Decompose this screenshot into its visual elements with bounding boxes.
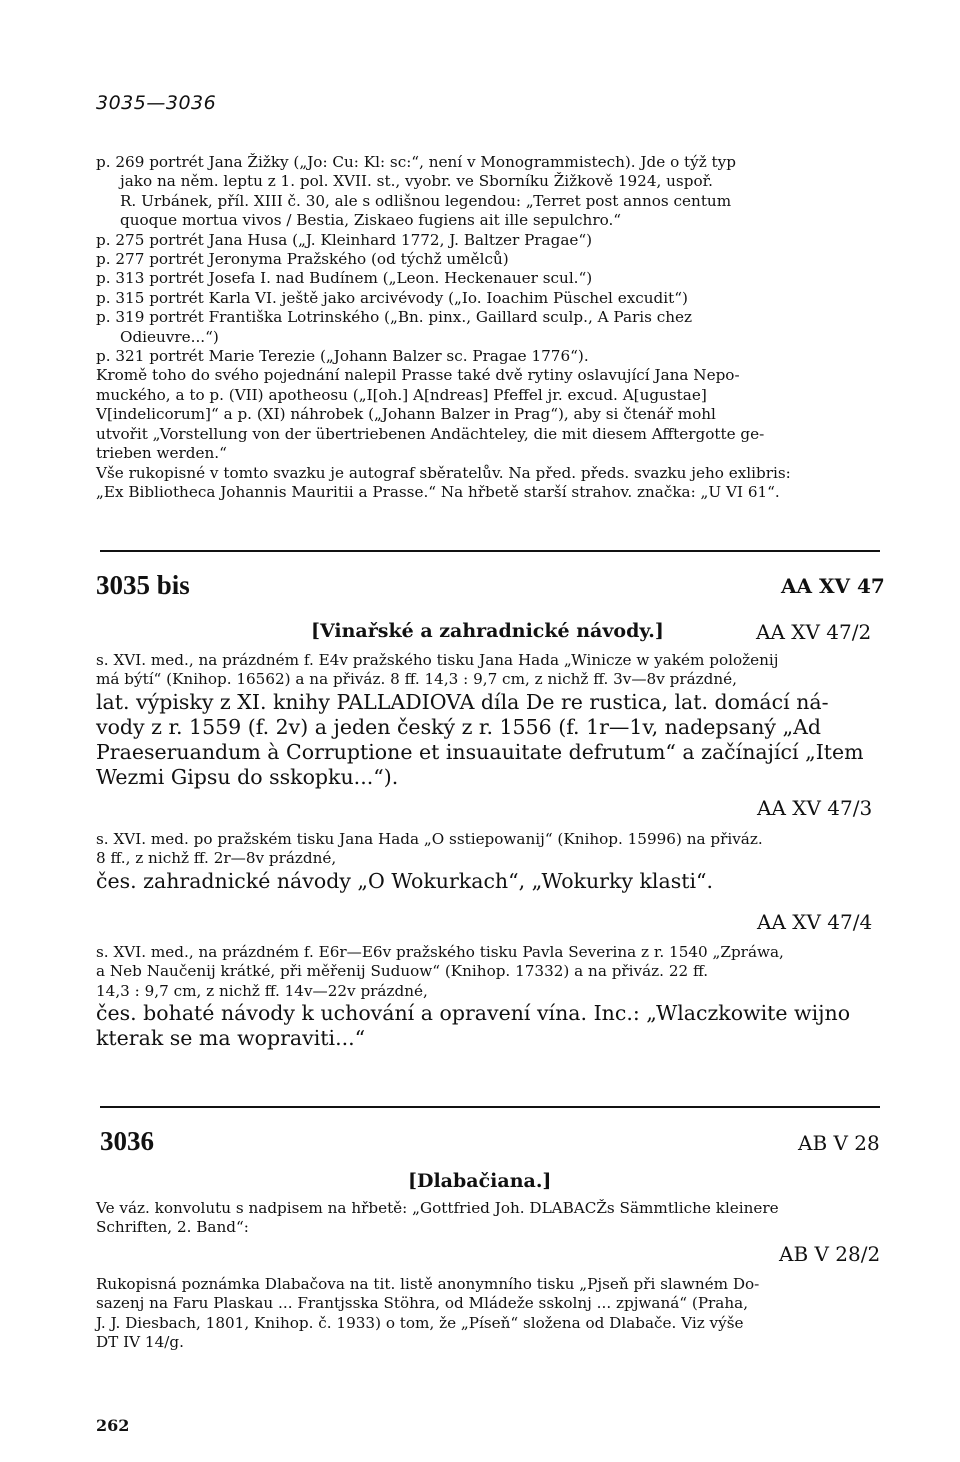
text-line: čes. bohaté návody k uchování a opravení vína. Inc.: „Wlaczkowite wijno bbox=[96, 1001, 851, 1026]
entry-signature: AB V 28 bbox=[798, 1131, 880, 1155]
entry-signature: AA XV 47 bbox=[781, 574, 885, 598]
text-line: Ve váz. konvolutu s nadpisem na hřbetě: „Gottfried Joh. DLABACŽs Sämmtliche kleinere bbox=[96, 1199, 779, 1217]
text-line: p. 275 portrét Jana Husa („J. Kleinhard 1772, J. Baltzer Pragae“) bbox=[96, 230, 593, 249]
text-line: utvořit „Vorstellung von der übertriebenen Andächteley, die mit diesem Afftergotte ge- bbox=[96, 424, 765, 443]
text-line: 14,3 : 9,7 cm, z nichž ff. 14v—22v prázdné, bbox=[96, 981, 428, 1000]
running-head: 3035—3036 bbox=[96, 92, 217, 114]
text-line: čes. zahradnické návody „O Wokurkach“, „Wokurky klasti“. bbox=[96, 868, 714, 893]
item-47-3 bbox=[96, 830, 886, 894]
text-line: „Ex Bibliotheca Johannis Mauritii a Prasse.“ Na hřbetě starší strahov. značka: „U VI 61“. bbox=[96, 482, 780, 501]
text-line: Vše rukopisné v tomto svazku je autograf sběratelův. Na před. předs. svazku jeho exlibris: bbox=[96, 463, 791, 482]
text-line: p. 313 portrét Josefa I. nad Budínem („Leon. Heckenauer scul.“) bbox=[96, 269, 593, 288]
text-line: Wezmi Gipsu do sskopku...“). bbox=[96, 764, 399, 789]
item-47-2 bbox=[96, 651, 886, 790]
item-signature: AA XV 47/4 bbox=[757, 910, 873, 934]
text-line: J. J. Diesbach, 1801, Knihop. č. 1933) o tom, že „Píseň“ složena od Dlabače. Viz výše bbox=[96, 1313, 744, 1332]
text-line: R. Urbánek, příl. XIII č. 30, ale s odlišnou legendou: „Terret post annos centum bbox=[120, 191, 732, 210]
text-line: s. XVI. med. po pražském tisku Jana Hada „O sstiepowanij“ (Knihop. 15996) na přiváz. bbox=[96, 830, 763, 848]
text-line: jako na něm. leptu z 1. pol. XVII. st., vyobr. ve Sborníku Žižkově 1924, uspoř. bbox=[120, 172, 714, 191]
text-line: muckého, a to p. (VII) apotheosu („I[oh.] A[ndreas] Pfeffel jr. excud. A[ugustae] bbox=[96, 385, 707, 404]
entry-number: 3035 bis bbox=[96, 570, 190, 600]
page-number: 262 bbox=[96, 1416, 130, 1435]
text-line: p. 315 portrét Karla VI. ještě jako arcivévody („Io. Ioachim Püschel excudit“) bbox=[96, 288, 688, 307]
entry-body bbox=[96, 1275, 886, 1353]
text-line: s. XVI. med., na prázdném f. E6r—E6v pražského tisku Pavla Severina z r. 1540 „Zpráwa, bbox=[96, 943, 784, 961]
item-signature: AA XV 47/2 bbox=[756, 620, 872, 644]
entry-number: 3036 bbox=[100, 1126, 154, 1156]
text-line: quoque mortua vivos / Bestia, Ziskaeo fugiens ait ille sepulchro.“ bbox=[120, 211, 622, 230]
item-signature: AA XV 47/3 bbox=[757, 796, 873, 820]
text-line: má býtí“ (Knihop. 16562) a na přiváz. 8 ff. 14,3 : 9,7 cm, z nichž ff. 3v—8v prázdné, bbox=[96, 670, 737, 689]
entry-3035-continuation bbox=[96, 153, 886, 502]
text-line: 8 ff., z nichž ff. 2r—8v prázdné, bbox=[96, 849, 337, 868]
entry-title: [Vinařské a zahradnické návody.] bbox=[311, 620, 664, 642]
text-line: Kromě toho do svého pojednání nalepil Prasse také dvě rytiny oslavující Jana Nepo- bbox=[96, 366, 740, 385]
item-47-4 bbox=[96, 943, 886, 1051]
text-line: Rukopisná poznámka Dlabačova na tit. listě anonymního tisku „Pjseň při slawném Do- bbox=[96, 1275, 760, 1293]
text-line: lat. výpisky z XI. knihy PALLADIOVA díla De re rustica, lat. domácí ná- bbox=[96, 689, 829, 714]
section-divider bbox=[100, 1106, 880, 1108]
text-line: Odieuvre...“) bbox=[120, 327, 219, 346]
text-line: a Neb Naučenij krátké, při měřenij Suduow“ (Knihop. 17332) a na přiváz. 22 ff. bbox=[96, 962, 709, 981]
text-line: s. XVI. med., na prázdném f. E4v pražského tisku Jana Hada „Winicze w yakém položenij bbox=[96, 651, 779, 669]
text-line: trieben werden.“ bbox=[96, 444, 227, 463]
text-line: sazenj na Faru Plaskau ... Frantjsska Stöhra, od Mládeže sskolnj ... zpjwaná“ (Praha, bbox=[96, 1294, 749, 1313]
text-line: V[indelicorum]“ a p. (XI) náhrobek („Johann Balzer in Prag“), aby si čtenář mohl bbox=[96, 405, 716, 424]
section-divider bbox=[100, 550, 880, 552]
text-line: DT IV 14/g. bbox=[96, 1333, 184, 1352]
entry-intro bbox=[96, 1199, 886, 1238]
text-line: p. 319 portrét Františka Lotrinského („Bn. pinx., Gaillard sculp., A Paris chez bbox=[96, 308, 693, 327]
text-line: p. 321 portrét Marie Terezie („Johann Balzer sc. Pragae 1776“). bbox=[96, 347, 589, 366]
text-line: Praeseruandum à Corruptione et insuauitate defrutum“ a začínající „Item bbox=[96, 739, 864, 764]
text-line: Schriften, 2. Band“: bbox=[96, 1218, 249, 1237]
text-line: kterak se ma wopraviti...“ bbox=[96, 1026, 366, 1051]
text-line: p. 269 portrét Jana Žižky („Jo: Cu: Kl: sc:“, není v Monogrammistech). Jde o týž typ bbox=[96, 153, 736, 171]
entry-title: [Dlabačiana.] bbox=[408, 1170, 552, 1192]
text-line: vody z r. 1559 (f. 2v) a jeden český z r. 1556 (f. 1r—1v, nadepsaný „Ad bbox=[96, 714, 822, 739]
text-line: p. 277 portrét Jeronyma Pražského (od týchž umělců) bbox=[96, 250, 509, 269]
item-signature: AB V 28/2 bbox=[779, 1242, 881, 1266]
